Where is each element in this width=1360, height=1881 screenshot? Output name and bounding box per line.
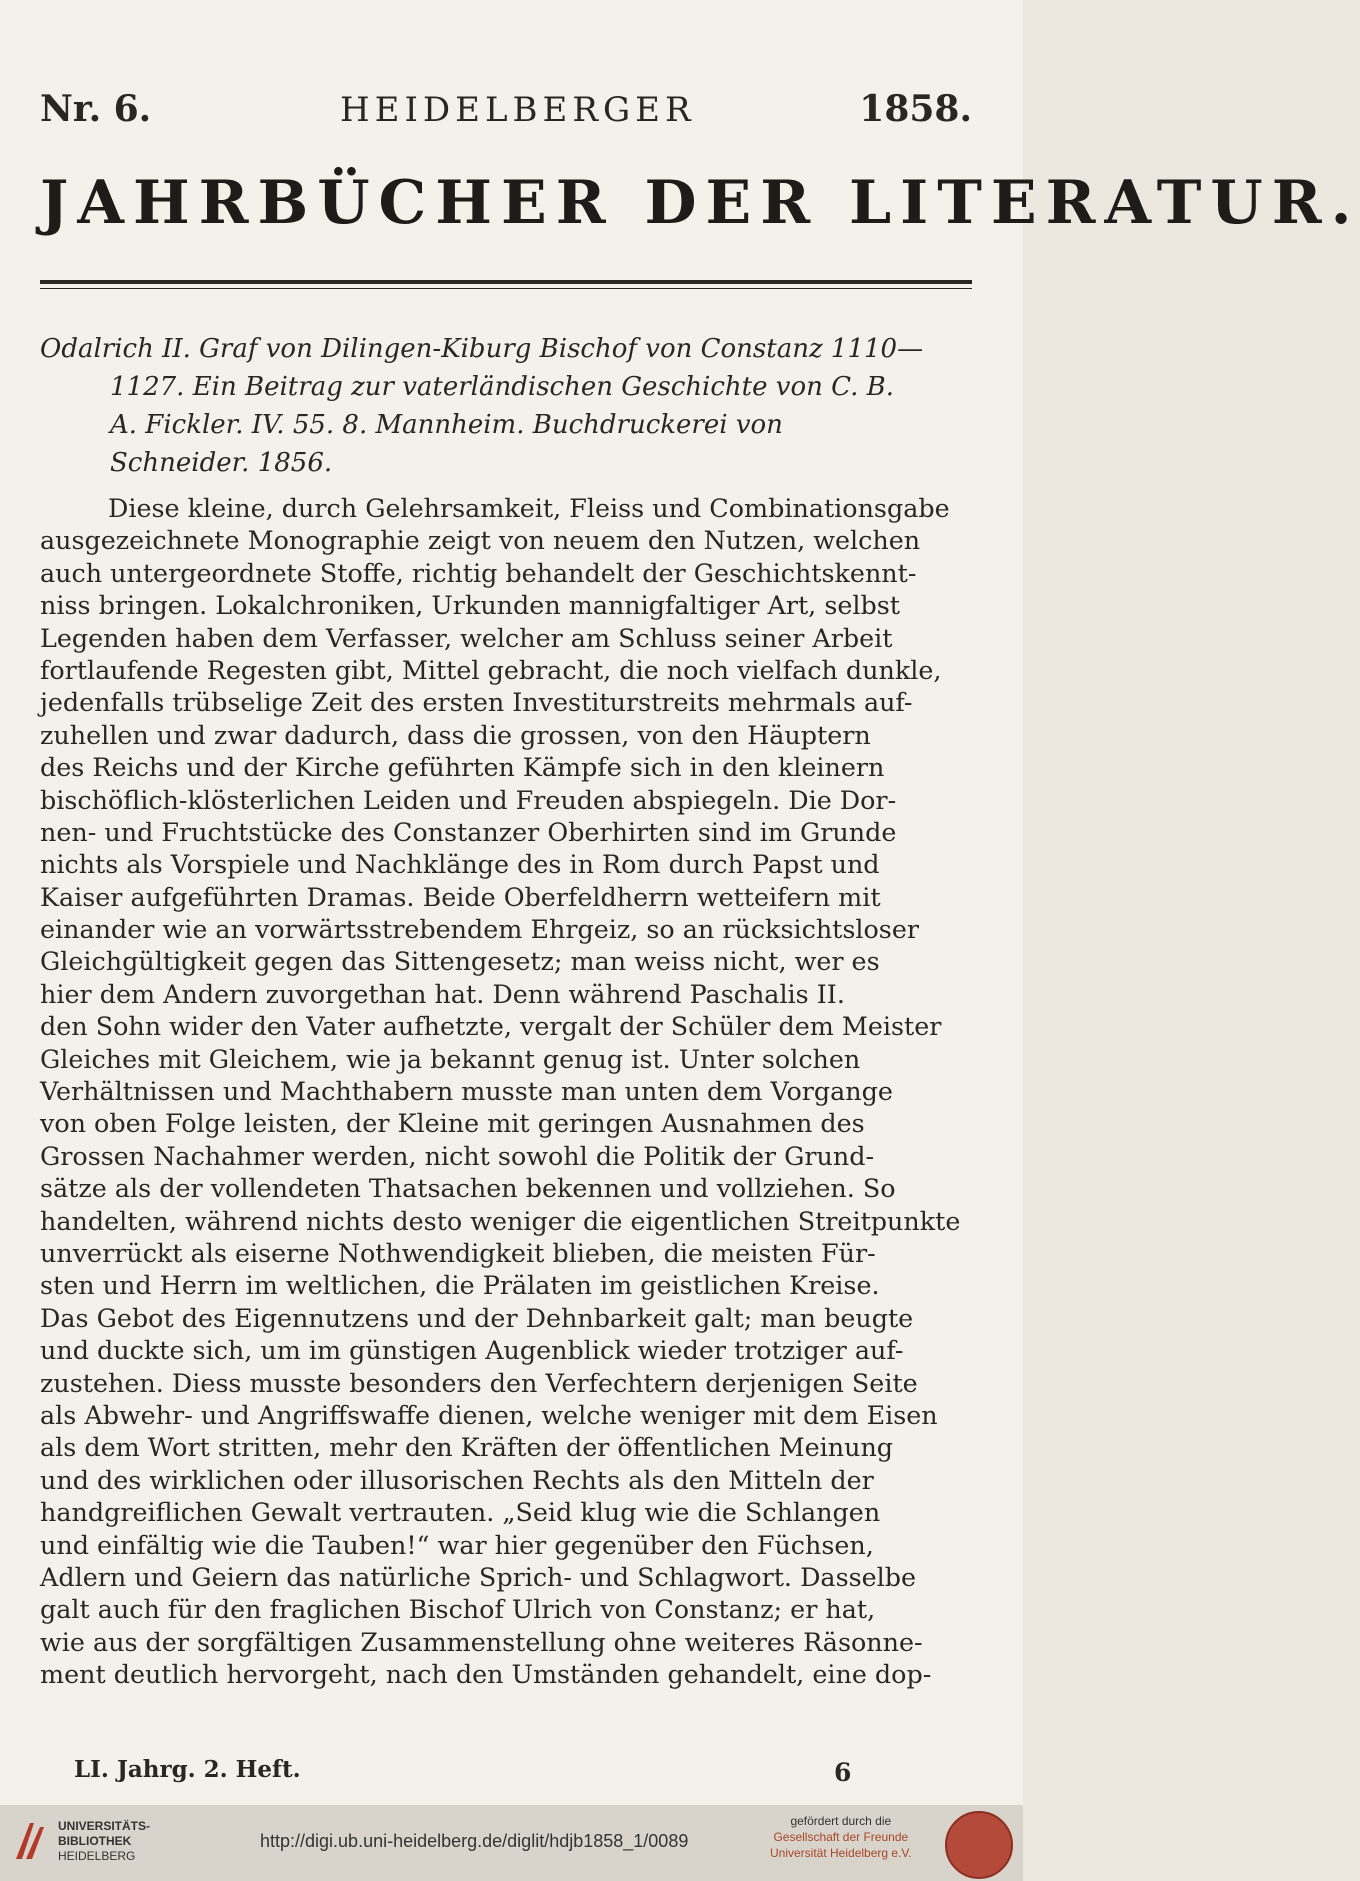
funding-org: Gesellschaft der Freunde (773, 1830, 909, 1844)
body-line: sätze als der vollendeten Thatsachen bekennen und vollziehen. So (40, 1173, 896, 1204)
body-line: fortlaufende Regesten gibt, Mittel gebracht, die noch vielfach dunkle, (40, 654, 942, 685)
header-title: HEIDELBERGER (340, 90, 696, 130)
body-line: jedenfalls trübselige Zeit des ersten Investiturstreits mehrmals auf- (40, 687, 913, 718)
body-line: hier dem Andern zuvorgethan hat. Denn während Paschalis II. (40, 978, 845, 1009)
review-citation (40, 330, 972, 482)
body-line: bischöflich-klösterlichen Leiden und Freuden abspiegeln. Die Dor- (40, 784, 897, 815)
body-line: auch untergeordnete Stoffe, richtig behandelt der Geschichtskennt- (40, 557, 917, 588)
body-line: zuhellen und zwar dadurch, dass die grossen, von den Häuptern (40, 719, 871, 750)
body-line: ment deutlich hervorgeht, nach den Umständen gehandelt, eine dop- (40, 1659, 932, 1690)
library-logo-icon (12, 1819, 50, 1865)
funding-label: gefördert durch die (790, 1814, 892, 1828)
header-year: 1858. (859, 88, 972, 130)
body-line: Verhältnissen und Machthabern musste man unten dem Vorgange (40, 1076, 893, 1107)
body-line: den Sohn wider den Vater aufhetzte, vergalt der Schüler dem Meister (40, 1011, 942, 1042)
running-header (40, 88, 972, 134)
body-line: als Abwehr- und Angriffswaffe dienen, welche weniger mit dem Eisen (40, 1399, 938, 1430)
body-line: handgreiflichen Gewalt vertrauten. „Seid klug wie die Schlangen (40, 1497, 881, 1528)
citation-line: A. Fickler. IV. 55. 8. Mannheim. Buchdruckerei von (110, 410, 783, 440)
header-rule (40, 280, 972, 284)
digitization-footer (0, 1805, 1023, 1881)
header-rule-thin (40, 288, 972, 289)
body-line: nen- und Fruchtstücke des Constanzer Oberhirten sind im Grunde (40, 816, 897, 847)
page-marker: 6 (834, 1758, 852, 1787)
library-name-line: HEIDELBERG (58, 1849, 136, 1863)
body-line: Grossen Nachahmer werden, nicht sowohl die Politik der Grund- (40, 1140, 875, 1171)
body-line: Das Gebot des Eigennutzens und der Dehnbarkeit galt; man beugte (40, 1302, 914, 1333)
body-line: zustehen. Diess musste besonders den Verfechtern derjenigen Seite (40, 1367, 918, 1398)
body-line: Diese kleine, durch Gelehrsamkeit, Fleiss und Combinationsgabe (108, 493, 950, 523)
body-text (40, 492, 972, 1690)
body-line: unverrückt als eiserne Nothwendigkeit blieben, die meisten Für- (40, 1237, 876, 1268)
body-line: Legenden haben dem Verfasser, welcher am Schluss seiner Arbeit (40, 622, 893, 653)
funding-note (770, 1813, 912, 1861)
body-line: galt auch für den fraglichen Bischof Ulrich von Constanz; er hat, (40, 1594, 876, 1625)
citation-line: Odalrich II. Graf von Dilingen-Kiburg Bischof von Constanz 1110— (40, 334, 924, 364)
library-name-line: UNIVERSITÄTS- (58, 1819, 151, 1833)
body-line: von oben Folge leisten, der Kleine mit geringen Ausnahmen des (40, 1108, 865, 1139)
body-line: als dem Wort stritten, mehr den Kräften der öffentlichen Meinung (40, 1432, 894, 1463)
body-line: und einfältig wie die Tauben!“ war hier gegenüber den Füchsen, (40, 1529, 874, 1560)
body-line: niss bringen. Lokalchroniken, Urkunden mannigfaltiger Art, selbst (40, 590, 900, 621)
body-line: Adlern und Geiern das natürliche Sprich- und Schlagwort. Dasselbe (40, 1561, 917, 1592)
body-line: Gleiches mit Gleichem, wie ja bekannt genug ist. Unter solchen (40, 1043, 861, 1074)
signature-mark: LI. Jahrg. 2. Heft. (74, 1756, 301, 1783)
masthead: JAHRBÜCHER DER LITERATUR. (40, 168, 1360, 238)
body-line: und duckte sich, um im günstigen Augenblick wieder trotziger auf- (40, 1335, 904, 1366)
citation-line: Schneider. 1856. (110, 448, 333, 478)
library-name (58, 1819, 150, 1864)
body-line: einander wie an vorwärtsstrebendem Ehrgeiz, so an rücksichtsloser (40, 914, 920, 945)
body-line: sten und Herrn im weltlichen, die Prälaten im geistlichen Kreise. (40, 1270, 880, 1301)
issue-number: Nr. 6. (40, 88, 152, 130)
body-line: nichts als Vorspiele und Nachklänge des in Rom durch Papst und (40, 849, 880, 880)
body-line: Kaiser aufgeführten Dramas. Beide Oberfeldherrn wetteifern mit (40, 881, 881, 912)
funding-org: Universität Heidelberg e.V. (770, 1846, 912, 1860)
body-line: und des wirklichen oder illusorischen Rechts als den Mitteln der (40, 1464, 874, 1495)
body-line: handelten, während nichts desto weniger die eigentlichen Streitpunkte (40, 1205, 961, 1236)
permalink-url[interactable]: http://digi.ub.uni-heidelberg.de/diglit/hdjb1858_1/0089 (260, 1831, 689, 1851)
body-line: wie aus der sorgfältigen Zusammenstellung ohne weiteres Räsonne- (40, 1626, 923, 1657)
body-line: des Reichs und der Kirche geführten Kämpfe sich in den kleinern (40, 752, 885, 783)
library-name-line: BIBLIOTHEK (58, 1834, 132, 1848)
body-line: Gleichgültigkeit gegen das Sittengesetz; man weiss nicht, wer es (40, 946, 880, 977)
university-seal-icon (945, 1811, 1013, 1879)
citation-line: 1127. Ein Beitrag zur vaterländischen Geschichte von C. B. (110, 372, 894, 402)
body-line: ausgezeichnete Monographie zeigt von neuem den Nutzen, welchen (40, 525, 921, 556)
